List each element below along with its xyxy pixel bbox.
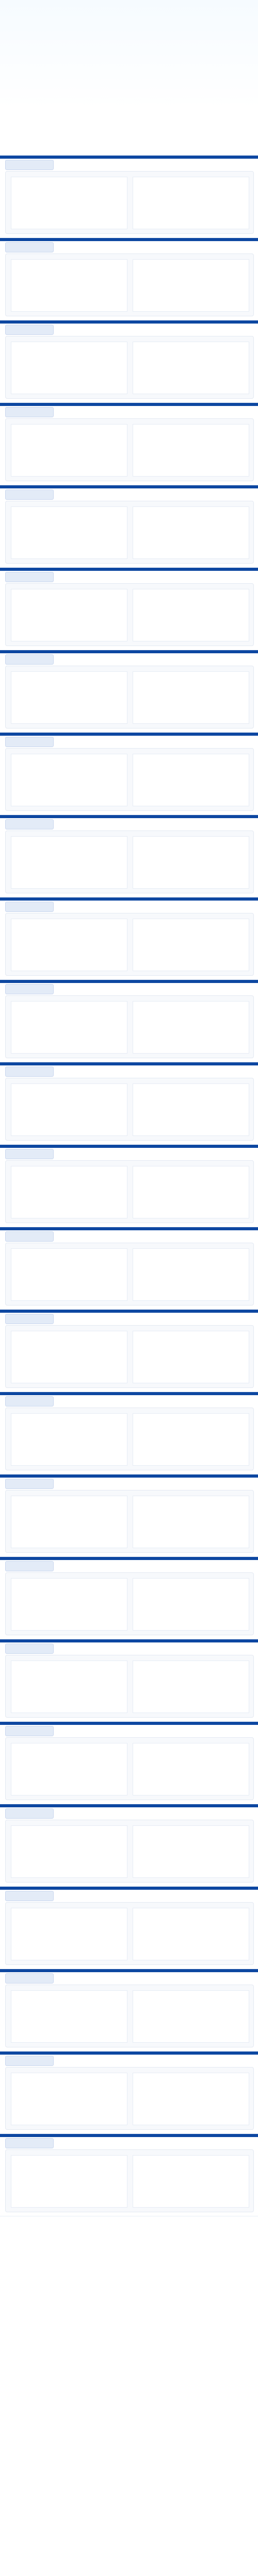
slide-left-block xyxy=(11,1496,127,1548)
slide xyxy=(0,568,258,650)
slide xyxy=(0,1557,258,1639)
slide-content xyxy=(5,1820,254,1883)
slide xyxy=(0,2134,258,2216)
slide-right-block xyxy=(133,754,249,806)
slide-content xyxy=(5,336,254,399)
slide-title xyxy=(57,736,253,746)
slide-left-block xyxy=(11,589,127,641)
slide-left-block xyxy=(11,754,127,806)
slide xyxy=(0,1310,258,1392)
hospital-logo xyxy=(5,1314,54,1324)
hospital-logo xyxy=(5,1479,54,1489)
slide xyxy=(0,650,258,733)
slide xyxy=(0,320,258,403)
slide-left-block xyxy=(11,919,127,971)
hospital-logo xyxy=(5,1066,54,1077)
slide-left-block xyxy=(11,1743,127,1795)
hospital-logo xyxy=(5,1643,54,1654)
slide-left-block xyxy=(11,1166,127,1218)
slide xyxy=(0,2052,258,2134)
slide-content xyxy=(5,995,254,1058)
slide-left-block xyxy=(11,1578,127,1631)
slide-content xyxy=(5,1655,254,1718)
slide-right-block xyxy=(133,1743,249,1795)
slide-title xyxy=(57,1890,253,1900)
slide-content xyxy=(5,1243,254,1306)
slide-title xyxy=(57,1972,253,1982)
hospital-logo xyxy=(5,1726,54,1736)
slide-content xyxy=(5,1985,254,2047)
slide-left-block xyxy=(11,506,127,559)
slide-title xyxy=(57,818,253,828)
slide-left-block xyxy=(11,2073,127,2125)
slide-content xyxy=(5,1078,254,1141)
slide xyxy=(0,1804,258,1887)
slide-left-block xyxy=(11,671,127,724)
hospital-logo xyxy=(5,325,54,335)
slide-title xyxy=(57,2137,253,2147)
slide-content xyxy=(5,1490,254,1553)
header xyxy=(0,0,258,156)
hospital-logo xyxy=(5,737,54,747)
slide-title xyxy=(57,901,253,911)
slide xyxy=(0,238,258,320)
slide xyxy=(0,1062,258,1145)
hospital-logo xyxy=(5,2138,54,2148)
slide-right-block xyxy=(133,836,249,889)
slide-right-block xyxy=(133,1413,249,1466)
slide-title xyxy=(57,1230,253,1241)
slide-right-block xyxy=(133,919,249,971)
hospital-logo xyxy=(5,1149,54,1159)
slide-right-block xyxy=(133,1001,249,1054)
slide xyxy=(0,1969,258,2052)
slide-left-block xyxy=(11,1825,127,1878)
slide xyxy=(0,1639,258,1722)
slide-title xyxy=(57,1478,253,1488)
slide-title xyxy=(57,1313,253,1323)
hospital-logo xyxy=(5,1973,54,1984)
slide-title xyxy=(57,324,253,334)
slide xyxy=(0,1887,258,1969)
slide-content xyxy=(5,2149,254,2212)
hospital-logo xyxy=(5,407,54,417)
slide-content xyxy=(5,418,254,481)
hospital-logo xyxy=(5,819,54,829)
slide-content xyxy=(5,748,254,811)
hospital-logo xyxy=(5,654,54,665)
slide xyxy=(0,1475,258,1557)
slide xyxy=(0,1392,258,1475)
hospital-logo xyxy=(5,1561,54,1571)
slide-right-block xyxy=(133,1578,249,1631)
slide-right-block xyxy=(133,1331,249,1383)
hospital-logo xyxy=(5,1891,54,1901)
hospital-logo xyxy=(5,160,54,170)
slide-left-block xyxy=(11,1990,127,2043)
slide-left-block xyxy=(11,177,127,229)
slide-right-block xyxy=(133,1248,249,1301)
slide xyxy=(0,485,258,568)
hospital-logo xyxy=(5,489,54,500)
slide-title xyxy=(57,1065,253,1076)
slide-right-block xyxy=(133,342,249,394)
slide-content xyxy=(5,1160,254,1223)
slide-content xyxy=(5,171,254,234)
slide-right-block xyxy=(133,1908,249,1960)
slide-left-block xyxy=(11,2155,127,2208)
slide-title xyxy=(57,2055,253,2065)
hospital-logo xyxy=(5,984,54,994)
slide-title xyxy=(57,1148,253,1158)
slide-content xyxy=(5,1737,254,1800)
slide xyxy=(0,815,258,897)
hospital-logo xyxy=(5,1808,54,1819)
slide xyxy=(0,156,258,238)
slide-left-block xyxy=(11,1413,127,1466)
hospital-logo xyxy=(5,2056,54,2066)
slide-right-block xyxy=(133,1496,249,1548)
slide-right-block xyxy=(133,259,249,312)
slide xyxy=(0,980,258,1062)
slide-content xyxy=(5,501,254,564)
slide-right-block xyxy=(133,1166,249,1218)
slide-left-block xyxy=(11,424,127,477)
slide-title xyxy=(57,241,253,251)
slide-right-block xyxy=(133,177,249,229)
slide-title xyxy=(57,406,253,416)
slide xyxy=(0,1145,258,1227)
slide-left-block xyxy=(11,1083,127,1136)
slide-content xyxy=(5,2067,254,2130)
slide-title xyxy=(57,1560,253,1570)
slide-left-block xyxy=(11,1660,127,1713)
slide-left-block xyxy=(11,1908,127,1960)
slide-right-block xyxy=(133,1660,249,1713)
slide-right-block xyxy=(133,2155,249,2208)
slide xyxy=(0,1227,258,1310)
slide-content xyxy=(5,1572,254,1635)
hospital-logo xyxy=(5,1231,54,1242)
hospital-logo xyxy=(5,572,54,582)
slide-title xyxy=(57,571,253,581)
slide-title xyxy=(57,1725,253,1735)
slide xyxy=(0,897,258,980)
slide-content xyxy=(5,583,254,646)
slide-right-block xyxy=(133,506,249,559)
slide xyxy=(0,733,258,815)
slide-left-block xyxy=(11,342,127,394)
slide-right-block xyxy=(133,424,249,477)
slide-content xyxy=(5,253,254,316)
slide-title xyxy=(57,653,253,664)
slide xyxy=(0,1722,258,1804)
slide-right-block xyxy=(133,589,249,641)
slide-left-block xyxy=(11,259,127,312)
slide-right-block xyxy=(133,2073,249,2125)
slide-left-block xyxy=(11,836,127,889)
hospital-logo xyxy=(5,1396,54,1406)
slide-content xyxy=(5,1902,254,1965)
slide-title xyxy=(57,159,253,169)
slide-content xyxy=(5,666,254,728)
slide-title xyxy=(57,1807,253,1818)
slide-content xyxy=(5,1325,254,1388)
hospital-logo xyxy=(5,902,54,912)
slide-content xyxy=(5,1408,254,1470)
slide-content xyxy=(5,913,254,976)
slide-title xyxy=(57,983,253,993)
page-footer-space xyxy=(0,2216,258,2576)
slide xyxy=(0,403,258,485)
slide-left-block xyxy=(11,1248,127,1301)
slide-right-block xyxy=(133,1990,249,2043)
slide-title xyxy=(57,1395,253,1405)
hospital-logo xyxy=(5,242,54,252)
slide-content xyxy=(5,831,254,893)
slide-right-block xyxy=(133,671,249,724)
slide-right-block xyxy=(133,1083,249,1136)
slide-right-block xyxy=(133,1825,249,1878)
slide-title xyxy=(57,1642,253,1653)
slide-left-block xyxy=(11,1331,127,1383)
slide-title xyxy=(57,488,253,499)
slide-left-block xyxy=(11,1001,127,1054)
